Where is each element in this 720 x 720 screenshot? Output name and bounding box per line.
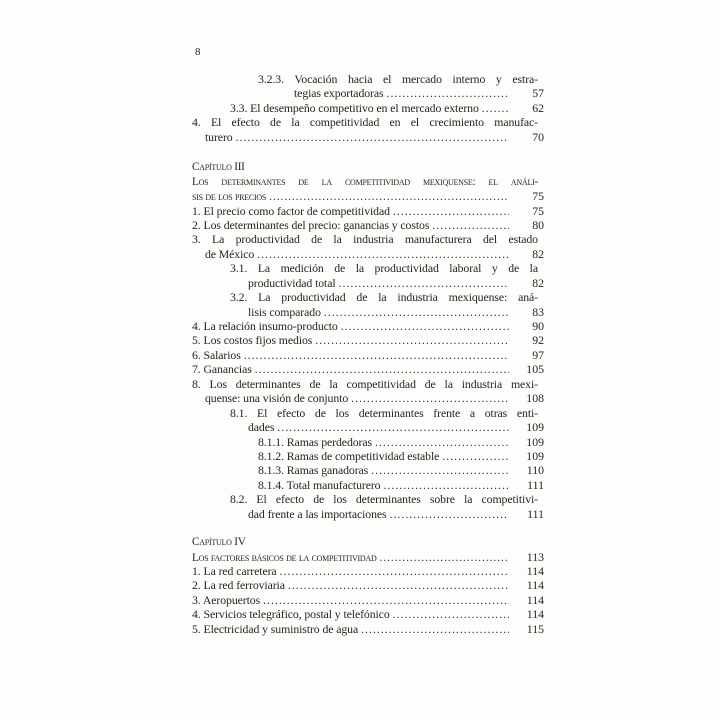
- toc-row: [192, 333, 544, 347]
- toc-row: [192, 305, 544, 319]
- toc-entry-text: 2. Los determinantes del precio: ganancias y costos: [192, 217, 430, 232]
- toc-row: [192, 72, 544, 86]
- toc-row: [192, 160, 544, 174]
- toc-row: [192, 449, 544, 463]
- dot-leader: [339, 276, 509, 290]
- toc-section-chapter-2-continued: [192, 72, 544, 144]
- dot-leader: [387, 86, 510, 100]
- toc-row: [192, 101, 544, 115]
- toc-page-ref: 108: [526, 391, 544, 406]
- toc-page-ref: 75: [532, 203, 544, 218]
- toc-page-ref: 109: [526, 448, 544, 463]
- toc-row: [192, 622, 544, 636]
- dot-leader: [236, 130, 509, 144]
- toc-row: [192, 507, 544, 521]
- toc-page-ref: 110: [526, 463, 544, 478]
- toc-row: [192, 391, 544, 405]
- page-number: 8: [195, 46, 201, 58]
- toc-page-ref: 115: [526, 621, 544, 636]
- toc-page-ref: 114: [526, 564, 544, 578]
- toc-entry-text: productividad total: [248, 275, 336, 290]
- toc-page-ref: 114: [526, 578, 544, 593]
- toc-row: [192, 86, 544, 100]
- toc-row: [192, 578, 544, 592]
- toc-page-ref: 114: [526, 607, 544, 622]
- toc-entry-text: quense: una visión de conjunto: [205, 391, 349, 406]
- toc-row: [192, 377, 544, 391]
- toc-entry-text: 8.1.3. Ramas ganadoras: [258, 463, 369, 478]
- dot-leader: [263, 593, 509, 607]
- toc-row: [192, 607, 544, 621]
- toc-entry-text: 2. La red ferroviaria: [192, 578, 285, 593]
- toc-page-ref: 105: [526, 362, 544, 377]
- toc-entry-text: 3. Aeropuertos: [192, 592, 261, 607]
- toc-page-ref: 109: [526, 434, 544, 449]
- dot-leader: [244, 348, 509, 362]
- toc-entry-text: tegias exportadoras: [294, 86, 384, 101]
- toc-row: [192, 175, 544, 189]
- toc-row: [192, 420, 544, 434]
- dot-leader: [341, 319, 509, 333]
- toc-row: [192, 435, 544, 449]
- dot-leader: [280, 564, 509, 578]
- toc-page-ref: 82: [532, 275, 544, 290]
- toc-row: [192, 348, 544, 362]
- toc-page-ref: 57: [532, 86, 544, 101]
- toc-entry-text: 3. La productividad de la industria manufacturera del estado: [192, 232, 538, 247]
- toc-entry-text: 4. La relación insumo-producto: [192, 319, 338, 333]
- toc-page-ref: 111: [527, 477, 544, 492]
- toc-row: [192, 593, 544, 607]
- toc-entry-text: 3.3. El desempeño competitivo en el mercado externo: [230, 100, 479, 115]
- toc-entry-text: dades: [248, 420, 275, 435]
- toc-entry-text: Los determinantes de la competitividad mexiquense: el análi-: [192, 175, 538, 188]
- toc-entry-text: 1. La red carretera: [192, 564, 277, 578]
- toc-entry-text: lisis comparado: [248, 304, 321, 319]
- toc-row: [192, 130, 544, 144]
- toc-entry-text: 8.1.1. Ramas perdedoras: [258, 434, 372, 449]
- toc-row: [192, 290, 544, 304]
- toc-entry-text: 8.1. El efecto de los determinantes frente a otras enti-: [230, 405, 538, 420]
- toc-entry-text: turero: [205, 129, 233, 144]
- dot-leader: [257, 247, 509, 261]
- toc-page-ref: 109: [526, 420, 544, 435]
- toc-row: [192, 478, 544, 492]
- toc-page-ref: 90: [532, 319, 544, 333]
- toc-entry-text: 3.1. La medición de la productividad laboral y de la: [230, 261, 538, 276]
- toc-row: [192, 319, 544, 333]
- toc-entry-text: 3.2.3. Vocación hacia el mercado interno y estra-: [258, 72, 538, 86]
- toc-section-chapter-4: [192, 535, 544, 636]
- toc-entry-text: de México: [205, 246, 255, 261]
- toc-row: [192, 232, 544, 246]
- toc-page-ref: 62: [532, 100, 544, 115]
- toc-row: [192, 115, 544, 129]
- toc-entry-text: 3.2. La productividad de la industria mexiquense: aná-: [230, 290, 538, 305]
- toc-page-ref: 111: [527, 506, 544, 521]
- toc-row: [192, 362, 544, 376]
- dot-leader: [277, 420, 509, 434]
- table-of-contents: [192, 72, 544, 636]
- toc-row: [192, 492, 544, 506]
- toc-entry-text: 5. Electricidad y suministro de agua: [192, 621, 359, 636]
- dot-leader: [375, 435, 509, 449]
- toc-entry-text: 4. El efecto de la competitividad en el crecimiento manufac-: [192, 115, 538, 130]
- toc-entry-text: 8.2. El efecto de los determinantes sobre la competitivi-: [230, 492, 538, 507]
- toc-entry-text: 6. Salarios: [192, 347, 241, 362]
- dot-leader: [383, 478, 509, 492]
- dot-leader: [482, 101, 509, 115]
- dot-leader: [371, 463, 509, 477]
- toc-page-ref: 114: [526, 592, 544, 607]
- toc-row: [192, 218, 544, 232]
- toc-row: [192, 204, 544, 218]
- toc-page-ref: 113: [526, 549, 544, 564]
- toc-page-ref: 70: [532, 129, 544, 144]
- toc-entry-text: 8. Los determinantes de la competitividad de la industria mexi-: [192, 376, 538, 391]
- toc-entry-text: Capítulo III: [192, 161, 245, 174]
- dot-leader: [380, 551, 509, 564]
- dot-leader: [393, 204, 509, 218]
- toc-entry-text: 7. Ganancias: [192, 362, 252, 377]
- toc-entry-text: 5. Los costos fijos medios: [192, 333, 313, 348]
- dot-leader: [351, 391, 509, 405]
- dot-leader: [255, 362, 509, 376]
- dot-leader: [324, 305, 509, 319]
- toc-page-ref: 83: [532, 304, 544, 319]
- dot-leader: [390, 507, 509, 521]
- toc-row: [192, 406, 544, 420]
- dot-leader: [269, 190, 509, 203]
- toc-page-ref: 82: [532, 246, 544, 261]
- toc-entry-text: 8.1.4. Total manufacturero: [258, 477, 381, 492]
- toc-row: [192, 535, 544, 549]
- toc-row: [192, 550, 544, 564]
- dot-leader: [288, 578, 509, 592]
- toc-row: [192, 189, 544, 203]
- toc-entry-text: sis de los precios: [192, 191, 267, 204]
- toc-entry-text: dad frente a las importaciones: [248, 506, 387, 521]
- toc-entry-text: 1. El precio como factor de competitividad: [192, 203, 390, 218]
- toc-entry-text: Capítulo IV: [192, 536, 246, 549]
- toc-page-ref: 80: [532, 217, 544, 232]
- dot-leader: [315, 333, 509, 347]
- dot-leader: [442, 449, 509, 463]
- dot-leader: [432, 218, 509, 232]
- toc-row: [192, 276, 544, 290]
- toc-entry-text: 8.1.2. Ramas de competitividad estable: [258, 448, 440, 463]
- toc-entry-text: 4. Servicios telegráfico, postal y telefónico: [192, 607, 390, 622]
- toc-row: [192, 247, 544, 261]
- dot-leader: [361, 622, 509, 636]
- toc-row: [192, 463, 544, 477]
- toc-entry-text: Los factores básicos de la competitividad: [192, 551, 377, 564]
- dot-leader: [393, 607, 509, 621]
- toc-page-ref: 92: [532, 333, 544, 348]
- toc-page-ref: 97: [532, 347, 544, 362]
- toc-section-chapter-3: [192, 160, 544, 521]
- toc-page-ref: 75: [532, 189, 544, 204]
- toc-row: [192, 261, 544, 275]
- toc-row: [192, 564, 544, 578]
